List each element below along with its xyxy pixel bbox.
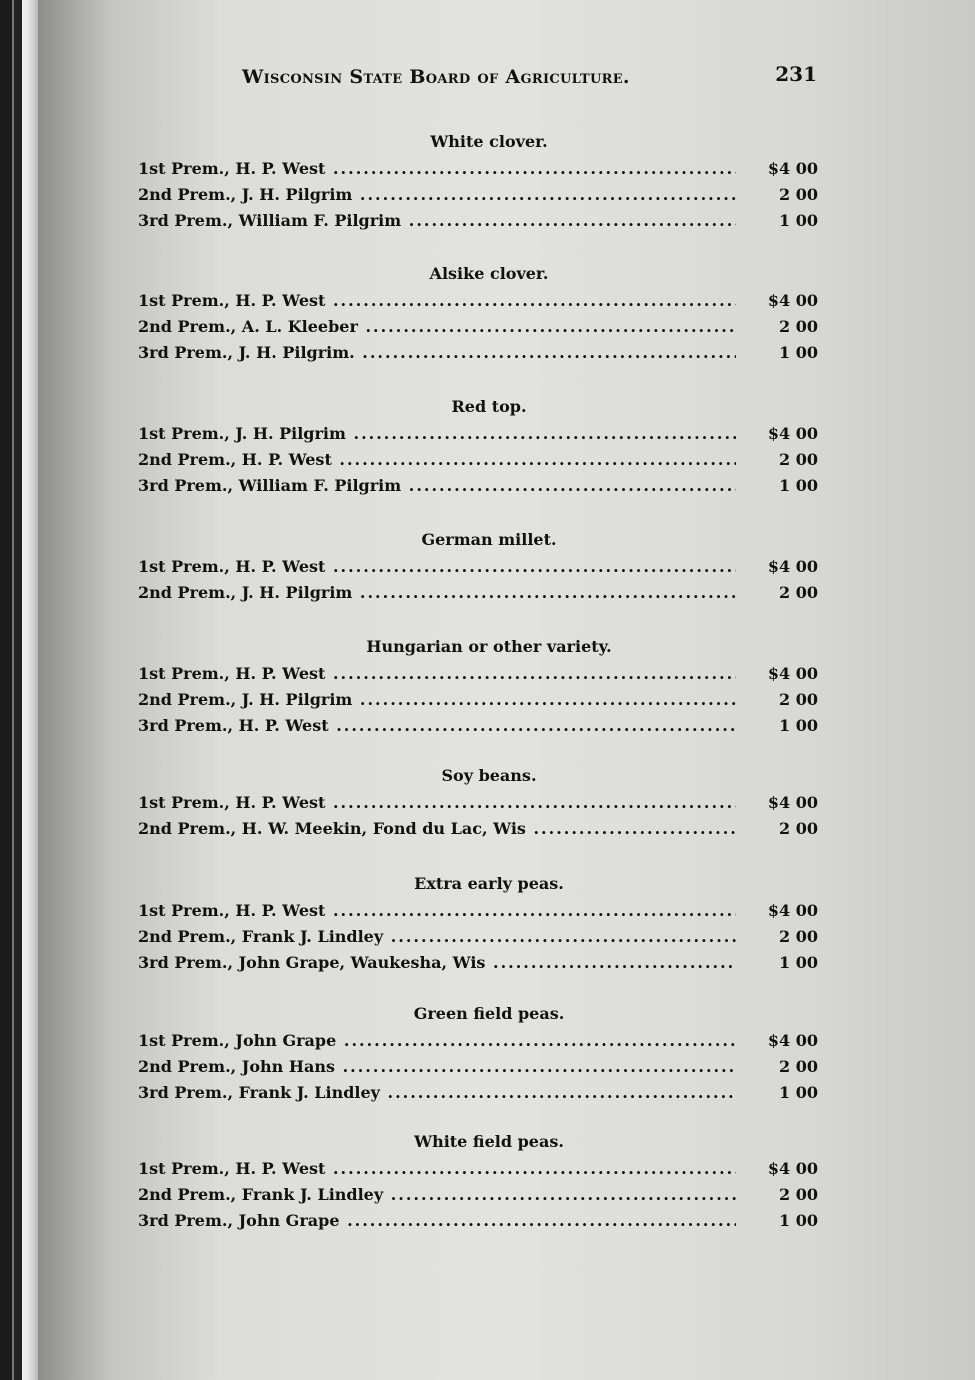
premium-entry [138, 924, 820, 950]
entry-name: 2nd Prem., J. H. Pilgrim ..... [138, 687, 736, 713]
entry-amount: 2 00 [779, 1057, 818, 1076]
entry-name: 2nd Prem., Frank J. Lindley ..... [138, 1182, 736, 1208]
premium-entry [138, 687, 820, 713]
entry-amount: 2 00 [779, 819, 818, 838]
scan-edge [0, 0, 12, 1380]
page-header [242, 62, 817, 92]
entry-amount: $4 00 [767, 1031, 818, 1050]
entry-name: 3rd Prem., J. H. Pilgrim. ..... [138, 340, 736, 366]
premium-entry [138, 340, 820, 366]
premium-section [138, 635, 820, 739]
entry-name: 2nd Prem., John Hans ..... [138, 1054, 736, 1080]
entry-amount: $4 00 [767, 664, 818, 683]
premium-section [138, 528, 820, 606]
premium-entry [138, 1080, 820, 1106]
entry-name: 3rd Prem., H. P. West ..... [138, 713, 736, 739]
entry-amount: 2 00 [779, 185, 818, 204]
section-title: White clover. [430, 132, 548, 151]
premium-entry [138, 898, 820, 924]
entry-amount: 2 00 [779, 317, 818, 336]
premium-entry [138, 156, 820, 182]
entry-name: 2nd Prem., H. W. Meekin, Fond du Lac, Wis ..... [138, 816, 736, 842]
entry-amount: 2 00 [779, 450, 818, 469]
premium-section [138, 395, 820, 499]
entry-amount: 1 00 [779, 1211, 818, 1230]
premium-entry [138, 1054, 820, 1080]
entry-name: 1st Prem., H. P. West ..... [138, 661, 736, 687]
entry-name: 1st Prem., John Grape ..... [138, 1028, 736, 1054]
premium-entry [138, 182, 820, 208]
section-title: Extra early peas. [414, 874, 564, 893]
section-title: White field peas. [414, 1132, 564, 1151]
entry-amount: $4 00 [767, 159, 818, 178]
premium-entry [138, 661, 820, 687]
entry-name: 3rd Prem., William F. Pilgrim ..... [138, 473, 736, 499]
entry-amount: $4 00 [767, 424, 818, 443]
entry-amount: 2 00 [779, 1185, 818, 1204]
entry-amount: 1 00 [779, 476, 818, 495]
entry-name: 2nd Prem., A. L. Kleeber ..... [138, 314, 736, 340]
premium-entry [138, 314, 820, 340]
entry-name: 1st Prem., H. P. West ..... [138, 790, 736, 816]
entry-amount: 1 00 [779, 953, 818, 972]
premium-entry [138, 580, 820, 606]
entry-name: 3rd Prem., Frank J. Lindley ..... [138, 1080, 736, 1106]
entry-amount: 1 00 [779, 716, 818, 735]
premium-entry [138, 554, 820, 580]
premium-section [138, 764, 820, 842]
premium-section [138, 1130, 820, 1234]
section-title: Hungarian or other variety. [366, 637, 612, 656]
entry-amount: $4 00 [767, 1159, 818, 1178]
premium-entry [138, 473, 820, 499]
entry-name: 3rd Prem., John Grape, Waukesha, Wis ..... [138, 950, 736, 976]
entry-name: 3rd Prem., John Grape ..... [138, 1208, 736, 1234]
premium-section [138, 872, 820, 976]
premium-entry [138, 790, 820, 816]
premium-section [138, 262, 820, 366]
entry-amount: 2 00 [779, 690, 818, 709]
page-number: 231 [775, 62, 817, 86]
premium-section [138, 1002, 820, 1106]
premium-entry [138, 1028, 820, 1054]
entry-name: 3rd Prem., William F. Pilgrim ..... [138, 208, 736, 234]
entry-name: 2nd Prem., J. H. Pilgrim ..... [138, 580, 736, 606]
entry-name: 1st Prem., H. P. West ..... [138, 156, 736, 182]
premium-entry [138, 713, 820, 739]
entry-amount: $4 00 [767, 557, 818, 576]
premium-entry [138, 1208, 820, 1234]
section-title: Green field peas. [413, 1004, 565, 1023]
premium-entry [138, 816, 820, 842]
entry-name: 2nd Prem., H. P. West ..... [138, 447, 736, 473]
entry-name: 1st Prem., H. P. West ..... [138, 288, 736, 314]
entry-amount: 2 00 [779, 583, 818, 602]
running-title: Wisconsin State Board of Agriculture. [242, 66, 630, 88]
premium-section [138, 130, 820, 234]
premium-entry [138, 208, 820, 234]
entry-amount: 2 00 [779, 927, 818, 946]
premium-entry [138, 447, 820, 473]
entry-name: 2nd Prem., Frank J. Lindley ..... [138, 924, 736, 950]
section-title: German millet. [421, 530, 557, 549]
entry-amount: 1 00 [779, 1083, 818, 1102]
entry-amount: $4 00 [767, 793, 818, 812]
entry-amount: $4 00 [767, 901, 818, 920]
premium-entry [138, 950, 820, 976]
entry-amount: 1 00 [779, 211, 818, 230]
section-title: Red top. [451, 397, 527, 416]
premium-entry [138, 421, 820, 447]
premium-entry [138, 288, 820, 314]
spine-shadow [14, 0, 22, 1380]
entry-amount: $4 00 [767, 291, 818, 310]
entry-amount: 1 00 [779, 343, 818, 362]
section-title: Alsike clover. [429, 264, 549, 283]
entry-name: 1st Prem., H. P. West ..... [138, 1156, 736, 1182]
premium-entry [138, 1156, 820, 1182]
entry-name: 2nd Prem., J. H. Pilgrim ..... [138, 182, 736, 208]
entry-name: 1st Prem., H. P. West ..... [138, 554, 736, 580]
section-title: Soy beans. [441, 766, 537, 785]
entry-name: 1st Prem., H. P. West ..... [138, 898, 736, 924]
premium-entry [138, 1182, 820, 1208]
entry-name: 1st Prem., J. H. Pilgrim ..... [138, 421, 736, 447]
